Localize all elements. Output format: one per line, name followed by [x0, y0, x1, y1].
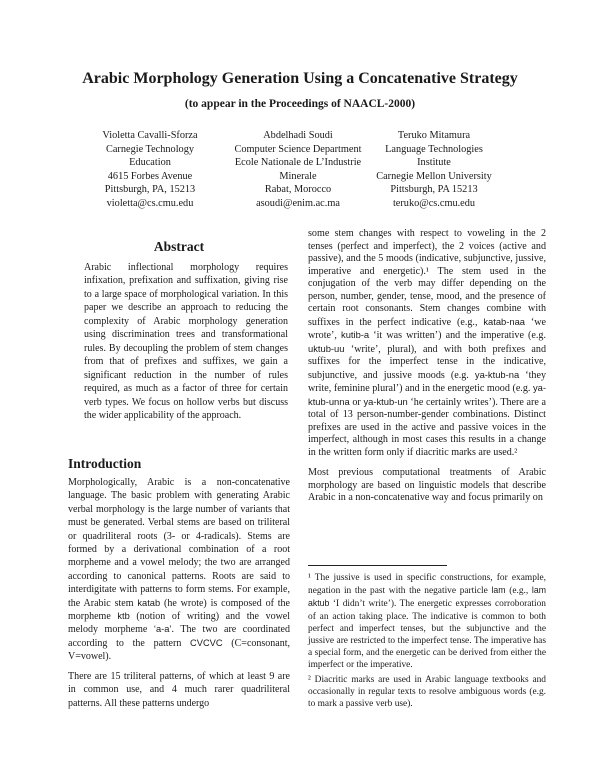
author-affiliation-line: Pittsburgh, PA 15213	[390, 184, 478, 196]
paper-subtitle: (to appear in the Proceedings of NAACL-2000)	[184, 98, 416, 110]
introduction-paragraph-1: Morphologically, Arabic is a non-concatenative language. The basic problem with generating Arabic verbal morphology is the large number of variants that must be generated. Verbal stems are based on triliteral or quadriliteral roots (3- or 4-radicals). Stems are formed by a derivational combination of a root morpheme and a vowel melody; the two are arranged according to canonical patterns. Roots are said to interdigitate with patterns to form stems. For example, the Arabic stem katab (he wrote) is composed of the morpheme ktb (notion of writing) and the vowel melody morpheme ‘a-a’. The two are coordinated according to the pattern CVCVC (C=consonant, V=vowel).	[68, 477, 291, 663]
author-affiliation-line: 4615 Forbes Avenue	[107, 170, 193, 182]
author-affiliation-line: Carnegie Mellon University	[376, 170, 492, 182]
author-affiliation-line: Institute	[417, 157, 451, 169]
body-paragraph-2: Most previous computational treatments of Arabic morphology are based on linguistic models that describe Arabic in a non-concatenative way and focus primarily on	[308, 467, 546, 503]
author-affiliation-line: Language Technologies	[385, 143, 483, 155]
author-name: Teruko Mitamura	[397, 130, 471, 141]
right-column-text	[308, 228, 546, 505]
footnotes	[308, 572, 546, 710]
paper-title: Arabic Morphology Generation Using a Concatenative Strategy	[82, 70, 518, 87]
author-affiliation-line: Ecole Nationale de L’Industrie	[234, 157, 362, 169]
author-affiliation-line: Pittsburgh, PA, 15213	[104, 184, 196, 196]
footnote-2: ² Diacritic marks are used in Arabic language textbooks and occasionally in regular texts to resolve ambiguous words (e.g. to mark a passive verb use).	[308, 674, 546, 710]
footnote-1: ¹ The jussive is used in specific constructions, for example, negation in the past with the negative particle lam (e.g., lam aktub ‘I didn’t write’). The energetic expresses corroboration of an action taking place. The indicative is common to both perfect and imperfect tenses, but the subjunctive and the jussive are restricted to the imperfect tense. The imperative has a special form, and the energetic can be derived from either the imperfect or the imperative.	[308, 573, 546, 671]
author-email: violetta@cs.cmu.edu	[106, 197, 194, 209]
author-name: Violetta Cavalli-Sforza	[102, 130, 198, 141]
author-column-3	[372, 129, 496, 211]
introduction-paragraph-2: There are 15 triliteral patterns, of which at least 9 are in common use, and 4 much rarer quadriliteral patterns. All these patterns undergo	[68, 670, 290, 709]
left-column-text	[68, 476, 290, 710]
author-email: asoudi@enim.ac.ma	[256, 197, 340, 209]
abstract-text: Arabic inflectional morphology requires infixation, prefixation and suffixation, giving rise to a large space of morphological variation. In this paper we describe an approach to reducing the complexity of Arabic morphology generation using discrimination trees and transformational rules. By decoupling the problem of stem changes from that of prefixes and suffixes, we gain a significant reduction in the number of rules required, as much as a factor of three for certain verb types. We focus on hollow verbs but discuss the wider applicability of the approach.	[84, 262, 288, 421]
author-column-2	[222, 129, 374, 211]
body-paragraph-1: some stem changes with respect to voweling in the 2 tenses (perfect and imperfect), the 2 voices (active and passive), and the 5 moods (indicative, subjunctive, jussive, imperative and energetic).¹ The stem used in the conjugation of the verb may differ depending on the person, number, gender, tense, mood, and the presence of certain root consonants. Stem changes combine with suffixes in the perfect indicative (e.g., katab-naa ‘we wrote’, kutib-a ‘it was written’) and the imperative (e.g. uktub-uu ‘write’, plural), and with both prefixes and suffixes for the imperfect tense in the indicative, subjunctive, and jussive moods (e.g. ya-ktub-na ‘they write, feminine plural’) and in the energetic mood (e.g. ya-ktub-unna or ya-ktub-un ‘he certainly writes’). There are a total of 13 person-number-gender combinations. Distinct prefixes are used in the active and passive voices in the imperfect, although in most cases this results in a change in the written form only if diacritic marks are used.²	[308, 228, 546, 458]
author-affiliation-line: Computer Science Department	[234, 143, 362, 155]
footnote-separator	[308, 565, 447, 566]
author-name: Abdelhadi Soudi	[263, 130, 333, 141]
author-affiliation-line: Minerale	[279, 170, 317, 182]
author-affiliation-line: Rabat, Morocco	[264, 184, 332, 196]
abstract-heading: Abstract	[153, 239, 205, 254]
introduction-heading: Introduction	[68, 456, 142, 471]
author-column-1	[88, 129, 212, 211]
author-email: teruko@cs.cmu.edu	[392, 197, 476, 209]
author-affiliation-line: Education	[129, 157, 171, 169]
author-affiliation-line: Carnegie Technology	[105, 143, 195, 155]
